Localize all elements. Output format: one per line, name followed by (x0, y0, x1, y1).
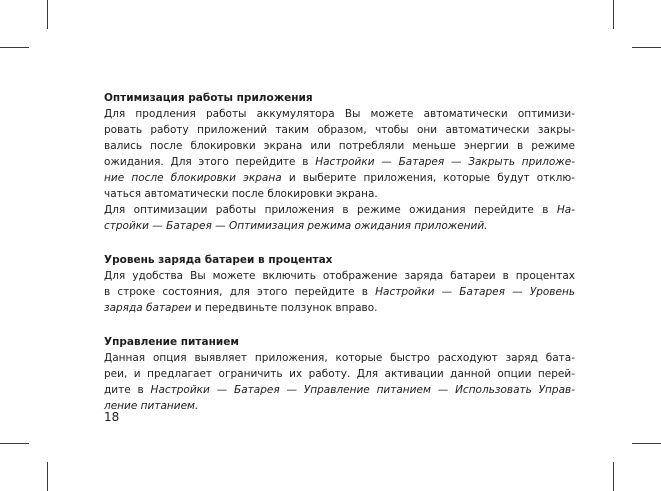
menu-path-text: ние после блокировки экрана (104, 172, 282, 184)
paragraph-line (104, 122, 575, 138)
menu-path-text: Настройки — Батарея — Закрыть приложе- (315, 156, 575, 168)
body-text: ровать работу приложений таким образом, чтобы они автоматически закры- (104, 124, 575, 136)
paragraph-line (104, 350, 575, 366)
crop-mark-bottom-right-h (632, 443, 661, 444)
section-app-optimization (104, 90, 575, 234)
body-text: ожидания. Для этого перейдите в (104, 156, 316, 168)
paragraph-line (104, 186, 575, 202)
paragraph-line (104, 154, 575, 170)
body-text: реи, и предлагает ограничить их работу. Для активации данной опции перей- (104, 368, 575, 380)
crop-mark-top-left-v (47, 0, 48, 29)
crop-mark-bottom-left-v (47, 462, 48, 491)
section-paragraph (104, 106, 575, 202)
section-paragraph (104, 268, 575, 316)
body-text: чаться автоматически после блокировки экрана. (104, 188, 378, 200)
menu-path-text: стройки — Батарея — Оптимизация режима ожидания приложений. (104, 220, 488, 232)
body-text: Данная опция выявляет приложения, которые быстро расходуют заряд бата- (104, 352, 575, 364)
page-number: 18 (104, 410, 120, 424)
crop-mark-top-right-v (613, 0, 614, 29)
menu-path-text: заряда батареи (104, 302, 192, 314)
menu-path-text: ление питанием. (104, 400, 199, 412)
menu-path-text: На- (556, 204, 575, 216)
body-text: вались после блокировки экрана или потребляли меньше энергии в режиме (104, 140, 575, 152)
paragraph-line (104, 170, 575, 186)
body-text: Для оптимизации работы приложения в режиме ожидания перейдите в (104, 204, 557, 216)
paragraph-line (104, 268, 575, 284)
section-paragraph (104, 202, 575, 234)
menu-path-text: Настройки — Батарея — Управление питанием — Использовать Управ- (150, 384, 575, 396)
paragraph-line (104, 138, 575, 154)
section-heading: Уровень заряда батареи в процентах (104, 254, 333, 266)
document-body (104, 90, 575, 414)
menu-path-text: Настройки — Батарея — Уровень (375, 286, 576, 298)
crop-mark-bottom-left-h (0, 443, 29, 444)
paragraph-line (104, 106, 575, 122)
body-text: и выберите приложения, которые будут отклю- (281, 172, 575, 184)
paragraph-line (104, 300, 575, 316)
body-text: в строке состояния, для этого перейдите в (104, 286, 376, 298)
paragraph-line (104, 284, 575, 300)
section-heading: Управление питанием (104, 336, 239, 348)
paragraph-line (104, 382, 575, 398)
crop-mark-top-left-h (0, 47, 29, 48)
section-power-management (104, 334, 575, 414)
body-text: дите в (104, 384, 151, 396)
section-heading: Оптимизация работы приложения (104, 92, 313, 104)
crop-mark-top-right-h (632, 47, 661, 48)
paragraph-line (104, 398, 575, 414)
body-text: и передвиньте ползунок вправо. (191, 302, 378, 314)
paragraph-line (104, 218, 575, 234)
paragraph-line (104, 202, 575, 218)
paragraph-line (104, 366, 575, 382)
body-text: Для продления работы аккумулятора Вы можете автоматически оптимизи- (104, 108, 575, 120)
section-paragraph (104, 350, 575, 414)
body-text: Для удобства Вы можете включить отображение заряда батареи в процентах (104, 270, 575, 282)
section-battery-percentage (104, 252, 575, 316)
crop-mark-bottom-right-v (613, 462, 614, 491)
